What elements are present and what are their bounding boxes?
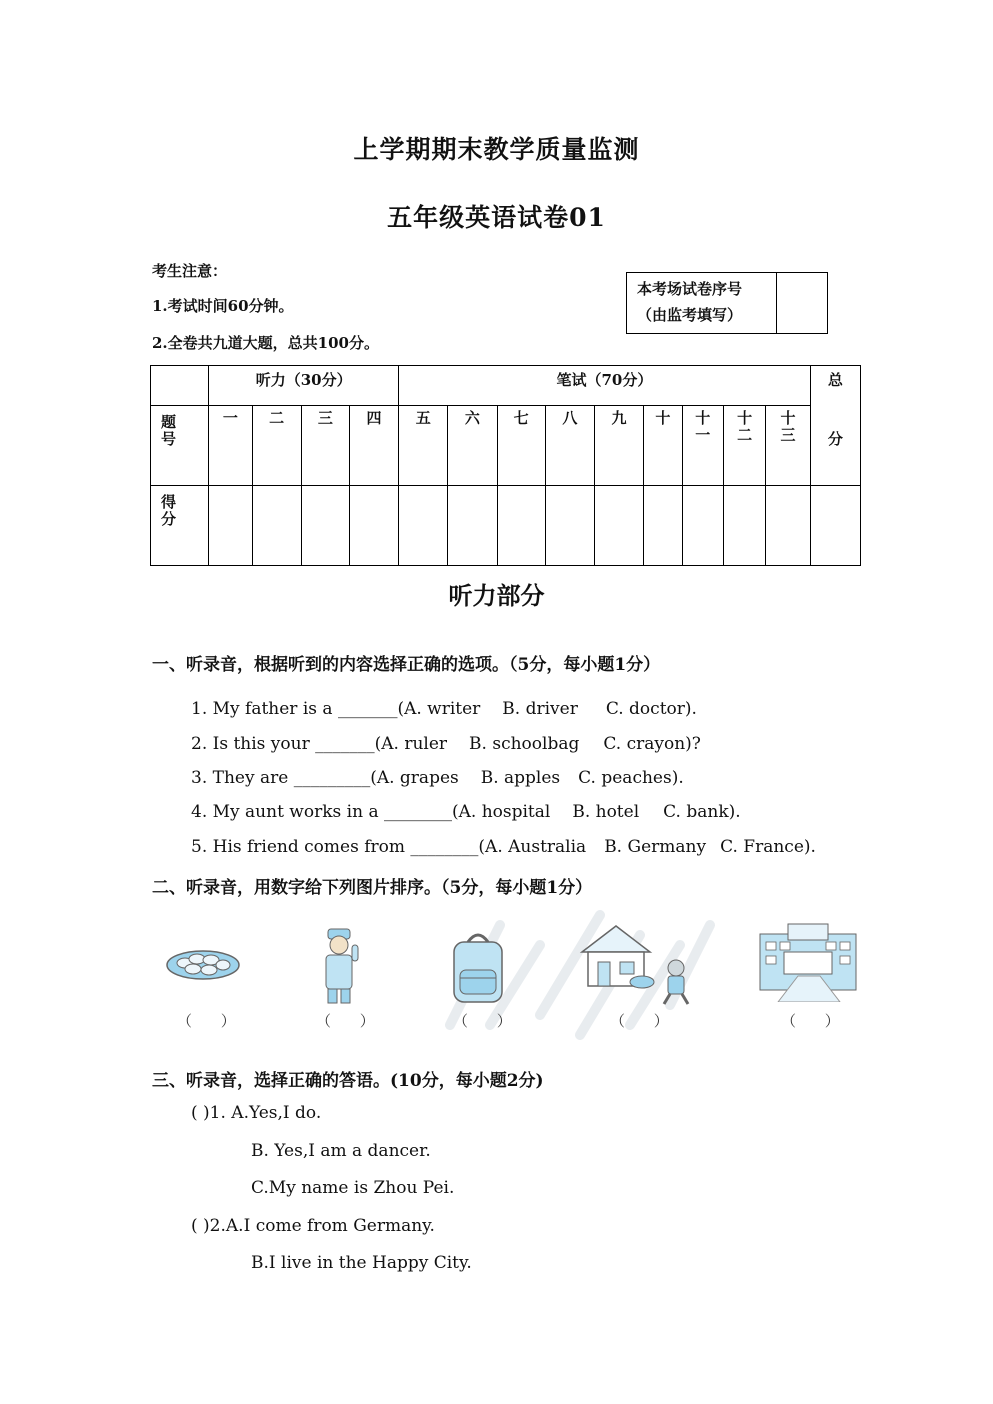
table-corner-cell [151, 366, 209, 406]
q-num-text: 六 [464, 409, 480, 427]
item-stem: 3. They are _________(A. grapes [191, 768, 459, 788]
q-num-text: 三 [317, 409, 333, 427]
serial-number-label [627, 273, 777, 333]
listening-part-title: 听力部分 [448, 581, 545, 610]
section-3-q1-option-c: C.My name is Zhou Pei. [251, 1178, 455, 1198]
score-cell[interactable] [545, 486, 594, 566]
notes-line-1: 1.考试时间60分钟。 [152, 297, 294, 315]
q-num-text: 九 [611, 409, 627, 427]
section-3-q1-stem: ( )1. A.Yes,I do. [191, 1103, 322, 1123]
serial-number-box [626, 272, 828, 334]
q-num-12 [723, 406, 765, 486]
section-1-item-4 [191, 802, 741, 822]
score-cell[interactable] [497, 486, 545, 566]
schoolbag-icon [448, 928, 508, 1006]
total-score-cell[interactable] [810, 486, 860, 566]
score-cell[interactable] [252, 486, 301, 566]
item-stem: 2. Is this your _______(A. ruler [191, 734, 448, 754]
q-num-text: 二 [269, 409, 285, 427]
score-cell[interactable] [766, 486, 810, 566]
item-option-b: B. driver [502, 699, 578, 719]
q-num-text: 四 [366, 409, 382, 427]
item-option-b: B. Germany [604, 837, 707, 857]
q-num-text: 一 [222, 409, 238, 427]
score-row-label-text: 得分 [161, 493, 177, 528]
q-num-text: 八 [562, 409, 578, 427]
q-num-text: 十二 [737, 409, 753, 444]
score-cell[interactable] [644, 486, 682, 566]
score-cell[interactable] [301, 486, 349, 566]
picture-4-blank[interactable]: （ ） [610, 1012, 681, 1030]
item-option-b: B. apples [480, 768, 561, 788]
q-num-text: 十 [655, 409, 671, 427]
q-num-6 [448, 406, 497, 486]
dumplings-plate-icon [165, 925, 245, 985]
picture-3-blank[interactable]: （ ） [453, 1012, 524, 1030]
score-cell[interactable] [594, 486, 643, 566]
serial-number-field[interactable] [777, 273, 827, 333]
item-stem: 1. My father is a _______(A. writer [191, 699, 481, 719]
section-2-heading: 二、听录音，用数字给下列图片排序。（5分，每小题1分） [152, 878, 593, 898]
exam-subtitle: 五年级英语试卷01 [387, 203, 606, 232]
item-option-c: C. crayon)? [603, 734, 701, 754]
notes-heading: 考生注意： [152, 262, 228, 280]
item-option-c: C. France). [720, 837, 816, 857]
q-num-1 [209, 406, 252, 486]
score-cell[interactable] [349, 486, 398, 566]
picture-2-blank[interactable]: （ ） [316, 1012, 387, 1030]
house-and-boy-icon [578, 920, 703, 1010]
notes-line-2: 2.全卷共九道大题，总共100分。 [152, 334, 379, 352]
serial-label-line-2: （由监考填写） [637, 306, 743, 324]
section-3-q2-option-b: B.I live in the Happy City. [251, 1253, 472, 1273]
q-num-9 [594, 406, 643, 486]
q-num-5 [399, 406, 448, 486]
q-num-text: 十一 [695, 409, 711, 444]
section-3-heading: 三、听录音，选择正确的答语。(10分，每小题2分) [152, 1071, 544, 1091]
item-option-c: C. bank). [663, 802, 741, 822]
q-num-10 [644, 406, 682, 486]
q-num-text: 十三 [780, 409, 796, 444]
score-cell[interactable] [209, 486, 252, 566]
item-stem: 5. His friend comes from ________(A. Australia [191, 837, 587, 857]
item-option-c: C. doctor). [605, 699, 697, 719]
item-option-b: B. schoolbag [469, 734, 580, 754]
score-cell[interactable] [399, 486, 448, 566]
score-cell[interactable] [682, 486, 723, 566]
question-number-label [151, 406, 209, 486]
score-table [150, 365, 861, 566]
item-option-c: C. peaches). [578, 768, 684, 788]
q-num-7 [497, 406, 545, 486]
section-1-item-2 [191, 734, 701, 754]
picture-5-blank[interactable]: （ ） [781, 1012, 852, 1030]
doctor-icon [310, 925, 370, 1007]
total-bottom: 分 [827, 430, 843, 448]
section-3-q2-stem: ( )2.A.I come from Germany. [191, 1216, 435, 1236]
item-option-b: B. hotel [572, 802, 640, 822]
section-1-item-5 [191, 837, 816, 857]
q-num-3 [301, 406, 349, 486]
score-cell[interactable] [723, 486, 765, 566]
q-num-2 [252, 406, 301, 486]
section-1-item-1 [191, 699, 697, 719]
section-3-q1-option-b: B. Yes,I am a dancer. [251, 1141, 431, 1161]
hospital-building-icon [758, 920, 866, 1002]
section-1-item-3 [191, 768, 684, 788]
serial-label-line-1: 本考场试卷序号 [637, 280, 743, 298]
exam-title: 上学期期末教学质量监测 [353, 135, 640, 164]
q-num-text: 七 [513, 409, 529, 427]
score-row-label [151, 486, 209, 566]
q-num-8 [545, 406, 594, 486]
listening-header: 听力（30分） [209, 366, 399, 406]
q-num-11 [682, 406, 723, 486]
picture-1-blank[interactable]: （ ） [177, 1012, 248, 1030]
q-num-13 [766, 406, 810, 486]
q-num-text: 五 [415, 409, 431, 427]
score-cell[interactable] [448, 486, 497, 566]
writing-header: 笔试（70分） [399, 366, 811, 406]
item-stem: 4. My aunt works in a ________(A. hospital [191, 802, 551, 822]
total-header [810, 366, 860, 486]
question-number-label-text: 题号 [161, 413, 177, 448]
q-num-4 [349, 406, 398, 486]
total-top: 总 [827, 371, 843, 389]
section-1-heading: 一、听录音，根据听到的内容选择正确的选项。（5分，每小题1分） [152, 655, 661, 675]
